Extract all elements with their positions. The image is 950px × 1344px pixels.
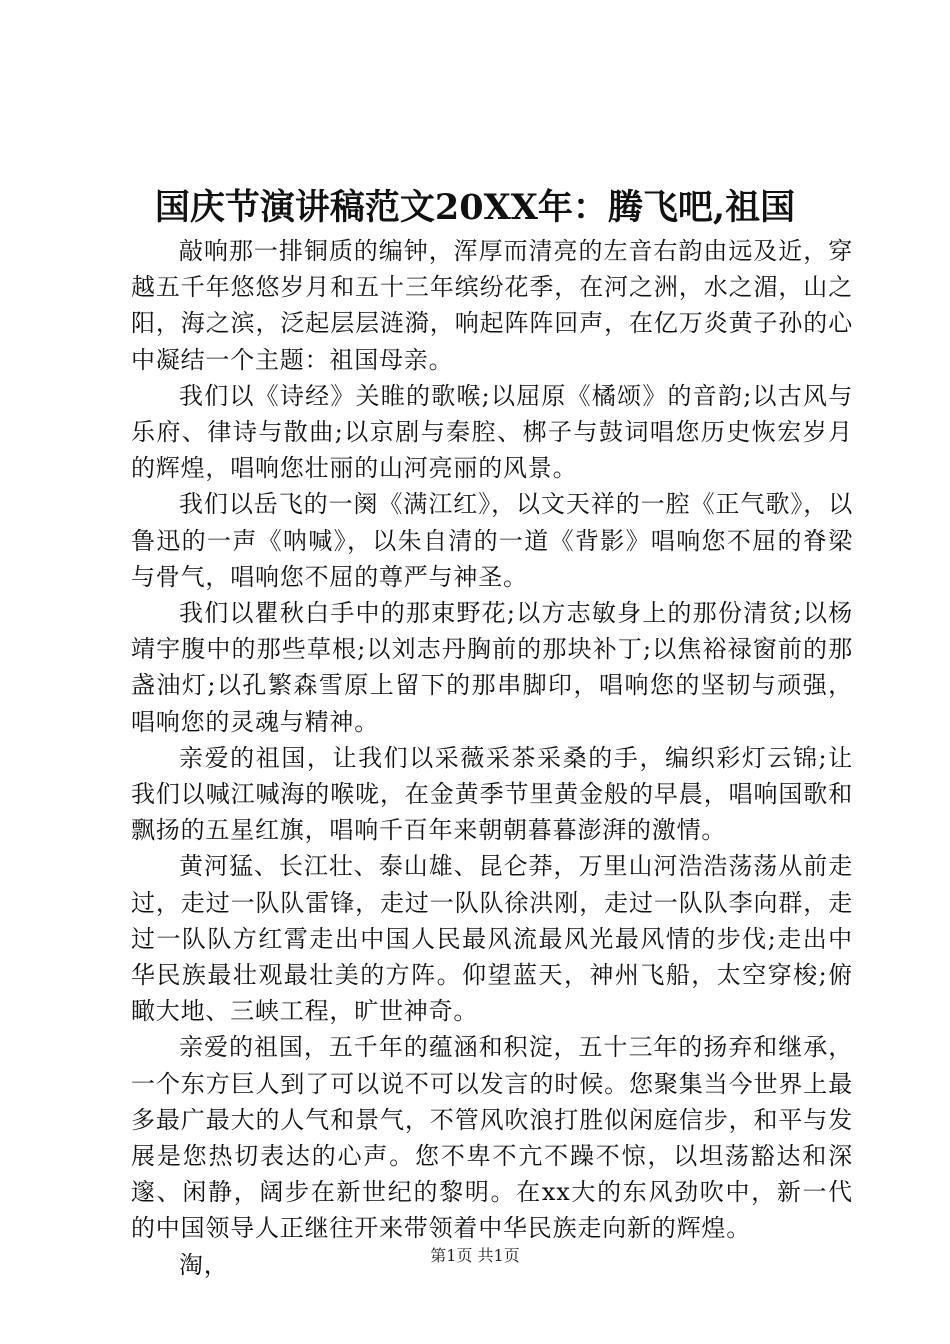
- page-footer: 第1页 共1页: [430, 1246, 520, 1265]
- paragraph-3: 我们以岳飞的一阕《满江红》，以文天祥的一腔《正气歌》，以鲁迅的一声《呐喊》，以朱自清的一道《背影》唱响您不屈的脊梁与骨气，唱响您不屈的尊严与神圣。: [131, 490, 853, 591]
- paragraph-8: 淘，: [179, 1250, 229, 1279]
- paragraph-1: 敲响那一排铜质的编钟，浑厚而清亮的左音右韵由远及近，穿越五千年悠悠岁月和五十三年缤纷花季，在河之洲，水之湄，山之阳，海之滨，泛起层层涟漪，响起阵阵回声，在亿万炎黄子孙的心中凝结一个主题：祖国母亲。: [131, 237, 853, 374]
- document-body: [131, 233, 853, 1283]
- paragraph-6: 黄河猛、长江壮、泰山雄、昆仑莽，万里山河浩浩荡荡从前走过，走过一队队雷锋，走过一队队徐洪刚，走过一队队李向群，走过一队队方红霄走出中国人民最风流最风光最风情的步伐;走出中华民族最壮观最壮美的方阵。仰望蓝天，神州飞船，太空穿梭;俯瞰大地、三峡工程，旷世神奇。: [131, 852, 853, 1026]
- paragraph-5: 亲爱的祖国，让我们以采薇采茶采桑的手，编织彩灯云锦;让我们以喊江喊海的喉咙，在金黄季节里黄金般的早晨，唱响国歌和飘扬的五星红旗，唱响千百年来朝朝暮暮澎湃的激情。: [131, 743, 853, 845]
- paragraph-7: 亲爱的祖国，五千年的蕴涵和积淀，五十三年的扬弃和继承，一个东方巨人到了可以说不可以发言的时候。您聚集当今世界上最多最广最大的人气和景气，不管风吹浪打胜似闲庭信步，和平与发展是您热切表达的心声。您不卑不亢不躁不惊，以坦荡豁达和深邃、闲静，阔步在新世纪的黎明。在xx大的东风劲吹中，新一代的中国领导人正继往开来带领着中华民族走向新的辉煌。: [131, 1033, 853, 1243]
- paragraph-4: 我们以瞿秋白手中的那束野花;以方志敏身上的那份清贫;以杨靖宇腹中的那些草根;以刘志丹胸前的那块补丁;以焦裕禄窗前的那盏油灯;以孔繁森雪原上留下的那串脚印，唱响您的坚韧与顽强，唱响您的灵魂与精神。: [131, 599, 853, 736]
- document-title: 国庆节演讲稿范文20XX年：腾飞吧,祖国: [154, 187, 796, 228]
- paragraph-2: 我们以《诗经》关睢的歌喉;以屈原《橘颂》的音韵;以古风与乐府、律诗与散曲;以京剧与秦腔、梆子与鼓词唱您历史恢宏岁月的辉煌，唱响您壮丽的山河亮丽的风景。: [131, 381, 853, 483]
